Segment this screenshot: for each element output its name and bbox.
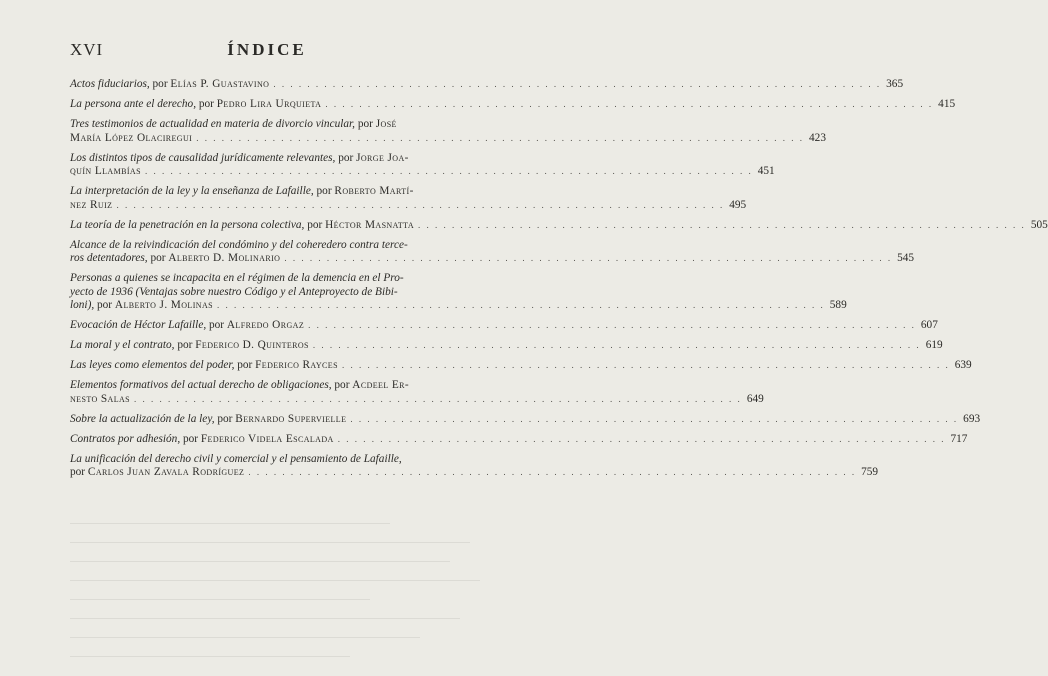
entry-page: 545: [897, 252, 915, 264]
entry-author: María López Olaciregui: [70, 131, 193, 144]
entry-por: por: [307, 218, 323, 231]
dot-leader: . . . . . . . . . . . . . . . . . . . . . . . . . . . . . . . . . . . . . . . . . . . . . . . . . . . . . . . . . . . . . . . . . . . . . . . .: [325, 99, 934, 109]
page-number: XVI: [70, 40, 104, 59]
toc-entry: [70, 78, 904, 92]
entry-title: ros detentadores,: [70, 252, 148, 264]
dot-leader: . . . . . . . . . . . . . . . . . . . . . . . . . . . . . . . . . . . . . . . . . . . . . . . . . . . . . . . . . . . . . . . . . . . . . . . .: [196, 132, 804, 143]
entry-title: yecto de 1936 (Ventajas sobre nuestro Código y el Anteproyecto de Bibi-: [70, 285, 398, 298]
entry-author: Héctor Masnatta: [325, 218, 415, 231]
entry-title: Actos fiduciarios,: [70, 78, 150, 90]
entry-por: por: [208, 319, 225, 331]
entry-title: Personas a quienes se incapacita en el régimen de la demencia en el Pro-: [70, 272, 404, 284]
entry-title: loni),: [70, 299, 95, 311]
entry-page: 759: [861, 466, 879, 478]
page-title: ÍNDICE: [227, 40, 307, 59]
dot-leader: . . . . . . . . . . . . . . . . . . . . . . . . . . . . . . . . . . . . . . . . . . . . . . . . . . . . . . . . . . . . . . . . . . . . . . . .: [116, 199, 725, 210]
dot-leader: . . . . . . . . . . . . . . . . . . . . . . . . . . . . . . . . . . . . . . . . . . . . . . . . . . . . . . . . . . . . . . . . . . . . . . . .: [308, 320, 916, 330]
toc-entry: [70, 432, 968, 447]
entry-por: por: [182, 432, 199, 445]
entry-title: La interpretación de la ley y la enseñanza de Lafaille,: [70, 185, 314, 197]
entry-author: quín Llambías: [70, 165, 141, 177]
toc-entry: [70, 118, 826, 145]
entry-author: Federico D. Quinteros: [195, 339, 309, 351]
dot-leader: . . . . . . . . . . . . . . . . . . . . . . . . . . . . . . . . . . . . . . . . . . . . . . . . . . . . . . . . . . . . . . . . . . . . . . . .: [312, 340, 921, 350]
toc-entry: [70, 319, 938, 333]
dot-leader: . . . . . . . . . . . . . . . . . . . . . . . . . . . . . . . . . . . . . . . . . . . . . . . . . . . . . . . . . . . . . . . . . . . . . . . .: [284, 253, 893, 263]
dot-leader: . . . . . . . . . . . . . . . . . . . . . . . . . . . . . . . . . . . . . . . . . . . . . . . . . . . . . . . . . . . . . . . . . . . . . . . .: [134, 393, 742, 404]
entry-author: Alfredo Orgaz: [226, 319, 305, 331]
entry-page: 639: [954, 359, 972, 371]
entry-por: por: [150, 252, 166, 264]
entry-page: 365: [886, 78, 904, 90]
entry-page: 619: [925, 339, 943, 351]
entry-page: 495: [729, 198, 747, 211]
page-bleed-through: [70, 505, 510, 657]
entry-por: por: [198, 98, 214, 110]
dot-leader: . . . . . . . . . . . . . . . . . . . . . . . . . . . . . . . . . . . . . . . . . . . . . . . . . . . . . . . . . . . . . . . . . . . . . . . .: [337, 433, 946, 444]
dot-leader: . . . . . . . . . . . . . . . . . . . . . . . . . . . . . . . . . . . . . . . . . . . . . . . . . . . . . . . . . . . . . . . . . . . . . . . .: [144, 166, 753, 176]
entry-por: por: [338, 151, 354, 164]
entry-author: Alberto J. Molinas: [114, 299, 213, 311]
entry-por: por: [357, 118, 373, 130]
entry-page: 505: [1030, 218, 1048, 231]
entry-author: José: [375, 118, 397, 130]
entry-page: 451: [757, 165, 775, 177]
toc-entry: [70, 379, 764, 406]
entry-page: 423: [809, 131, 826, 144]
entry-author: Elías P. Guastavino: [170, 78, 270, 90]
entry-author: Pedro Lira Urquieta: [216, 98, 322, 110]
entry-page: 693: [963, 412, 981, 425]
entry-title: La persona ante el derecho,: [70, 98, 197, 110]
dot-leader: . . . . . . . . . . . . . . . . . . . . . . . . . . . . . . . . . . . . . . . . . . . . . . . . . . . . . . . . . . . . . . . . . . . . . . . .: [248, 467, 857, 477]
entry-title: Evocación de Héctor Lafaille,: [70, 319, 207, 331]
entry-por: por: [97, 299, 113, 311]
entry-por: por: [334, 379, 350, 391]
entry-title: La unificación del derecho civil y comercial y el pensamiento de Lafaille,: [70, 452, 402, 465]
table-of-contents: [70, 78, 1048, 486]
dot-leader: . . . . . . . . . . . . . . . . . . . . . . . . . . . . . . . . . . . . . . . . . . . . . . . . . . . . . . . . . . . . . . . . . . . . . . . .: [216, 300, 825, 310]
toc-entry: [70, 359, 972, 373]
entry-page: 589: [829, 299, 847, 311]
entry-page: 717: [950, 432, 968, 445]
entry-title: Los distintos tipos de causalidad jurídicamente relevantes,: [70, 151, 336, 164]
entry-por: por: [70, 466, 86, 478]
dot-leader: . . . . . . . . . . . . . . . . . . . . . . . . . . . . . . . . . . . . . . . . . . . . . . . . . . . . . . . . . . . . . . . . . . . . . . . .: [273, 79, 882, 89]
toc-entry: [70, 218, 1048, 233]
entry-author: Bernardo Supervielle: [235, 412, 347, 425]
entry-author: Carlos Juan Zavala Rodríguez: [87, 466, 245, 478]
entry-por: por: [152, 78, 168, 90]
entry-title: Sobre la actualización de la ley,: [70, 412, 215, 425]
dot-leader: . . . . . . . . . . . . . . . . . . . . . . . . . . . . . . . . . . . . . . . . . . . . . . . . . . . . . . . . . . . . . . . . . . . . . . . .: [350, 413, 959, 424]
toc-entry: [70, 452, 879, 480]
entry-author: Roberto Martí-: [334, 185, 414, 197]
entry-por: por: [217, 412, 233, 425]
entry-por: por: [237, 359, 253, 371]
entry-page: 649: [746, 392, 764, 405]
dot-leader: . . . . . . . . . . . . . . . . . . . . . . . . . . . . . . . . . . . . . . . . . . . . . . . . . . . . . . . . . . . . . . . . . . . . . . . .: [418, 219, 1026, 230]
entry-page: 607: [920, 319, 938, 331]
toc-entry: [70, 98, 956, 112]
entry-title: Contratos por adhesión,: [70, 432, 181, 445]
entry-author: Federico Videla Escalada: [200, 432, 334, 445]
entry-title: La teoría de la penetración en la persona colectiva,: [70, 218, 305, 231]
entry-author: Jorge Joa-: [356, 151, 409, 164]
toc-entry: [70, 272, 847, 313]
toc-entry: [70, 412, 981, 427]
entry-title: Las leyes como elementos del poder,: [70, 359, 235, 371]
entry-author: Federico Rayces: [255, 359, 338, 371]
entry-author: Acdeel Er-: [352, 379, 410, 391]
entry-page: 415: [938, 98, 956, 110]
toc-entry: [70, 185, 747, 212]
entry-author: nez Ruiz: [70, 198, 113, 211]
entry-author: Alberto D. Molinario: [168, 252, 281, 264]
entry-por: por: [177, 339, 193, 351]
entry-title: La moral y el contrato,: [70, 339, 175, 351]
entry-author: nesto Salas: [70, 392, 131, 405]
entry-title: Alcance de la reivindicación del condómino y del coheredero contra terce-: [70, 238, 408, 251]
toc-entry: [70, 238, 915, 266]
entry-title: Elementos formativos del actual derecho de obligaciones,: [70, 379, 332, 391]
toc-entry: [70, 151, 775, 179]
entry-por: por: [316, 185, 332, 197]
entry-title: Tres testimonios de actualidad en materia de divorcio vincular,: [70, 118, 356, 130]
dot-leader: . . . . . . . . . . . . . . . . . . . . . . . . . . . . . . . . . . . . . . . . . . . . . . . . . . . . . . . . . . . . . . . . . . . . . . . .: [341, 360, 950, 370]
toc-entry: [70, 339, 943, 353]
